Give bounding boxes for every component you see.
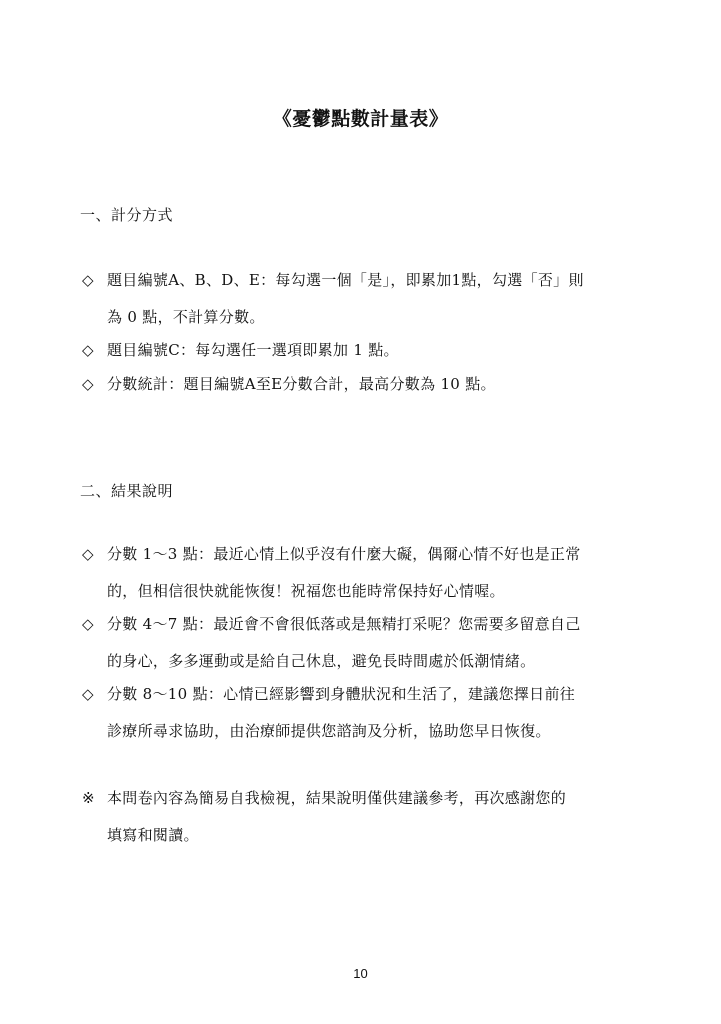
scoring-item-3-line-1: 分數統計：題目編號A至E分數合計，最高分數為 10 點。 xyxy=(107,375,496,393)
closing-note xyxy=(82,780,652,854)
reference-mark-icon: ※ xyxy=(82,789,95,807)
scoring-item-1 xyxy=(82,262,652,336)
result-item-3-line-1: 分數 8～10 點：心情已經影響到身體狀況和生活了，建議您擇日前往 xyxy=(107,685,576,703)
diamond-bullet-icon: ◇ xyxy=(82,341,94,359)
result-item-3-line-2: 診療所尋求協助，由治療師提供您諮詢及分析，協助您早日恢復。 xyxy=(107,722,551,740)
scoring-item-1-line-1: 題目編號A、B、D、E：每勾選一個「是」，即累加1點，勾選「否」則 xyxy=(107,271,584,289)
closing-note-line-2: 填寫和閱讀。 xyxy=(107,826,199,844)
diamond-bullet-icon: ◇ xyxy=(82,615,94,633)
result-item-2-line-2: 的身心，多多運動或是給自己休息，避免長時間處於低潮情緒。 xyxy=(107,652,536,670)
diamond-bullet-icon: ◇ xyxy=(82,545,94,563)
result-item-1-line-1: 分數 1～3 點：最近心情上似乎沒有什麼大礙，偶爾心情不好也是正常 xyxy=(107,545,581,563)
scoring-item-3 xyxy=(82,366,652,403)
result-item-3 xyxy=(82,676,652,750)
scoring-item-1-line-2: 為 0 點，不計算分數。 xyxy=(107,308,265,326)
scoring-item-2 xyxy=(82,332,652,369)
section-heading-results: 二、結果說明 xyxy=(80,482,174,500)
page-number: 10 xyxy=(353,966,368,981)
document-title: 《憂鬱點數計量表》 xyxy=(272,108,449,130)
closing-note-line-1: 本問卷內容為簡易自我檢視，結果說明僅供建議參考，再次感謝您的 xyxy=(107,789,567,807)
scoring-item-2-line-1: 題目編號C：每勾選任一選項即累加 1 點。 xyxy=(107,341,399,359)
result-item-1 xyxy=(82,536,652,610)
diamond-bullet-icon: ◇ xyxy=(82,271,94,289)
diamond-bullet-icon: ◇ xyxy=(82,375,94,393)
diamond-bullet-icon: ◇ xyxy=(82,685,94,703)
result-item-1-line-2: 的，但相信很快就能恢復！祝福您也能時常保持好心情喔。 xyxy=(107,582,505,600)
result-item-2-line-1: 分數 4～7 點：最近會不會很低落或是無精打采呢？您需要多留意自己 xyxy=(107,615,581,633)
result-item-2 xyxy=(82,606,652,680)
section-heading-scoring: 一、計分方式 xyxy=(80,206,174,224)
